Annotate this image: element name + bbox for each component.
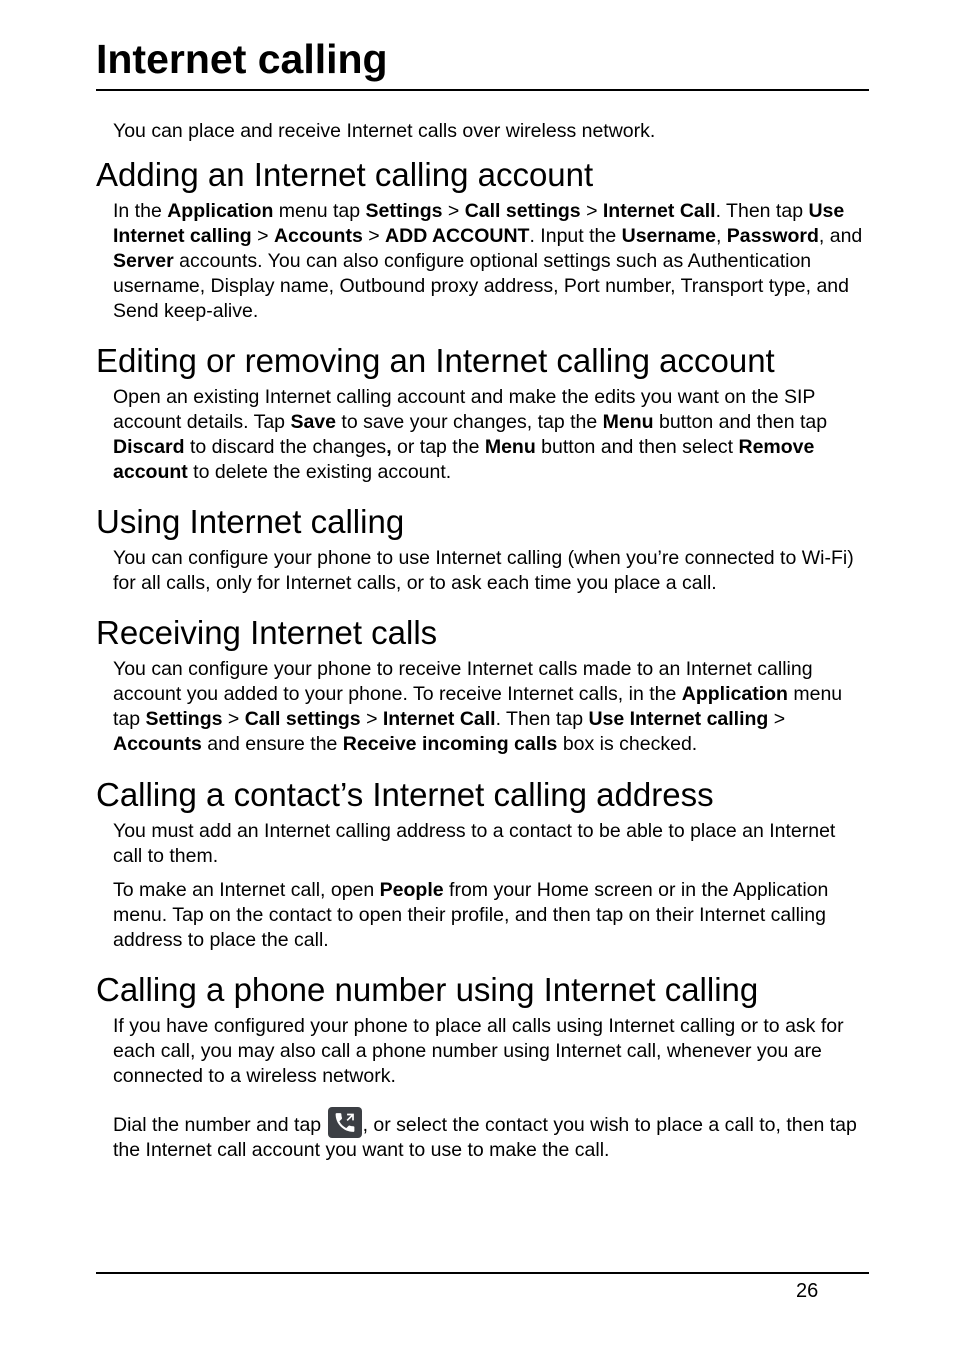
text-run: Dial the number and tap — [113, 1114, 327, 1136]
section-paragraph — [113, 385, 869, 485]
text-run: > — [251, 225, 274, 247]
text-run: > — [442, 200, 465, 222]
section-heading: Adding an Internet calling account — [96, 156, 594, 193]
bold-term: Receive incoming calls — [342, 733, 558, 755]
text-run: , — [715, 225, 727, 247]
text-run: to discard the changes — [184, 436, 387, 458]
bold-term: Use Internet calling — [113, 200, 845, 247]
page-number: 26 — [796, 1280, 819, 1302]
section-paragraph — [113, 199, 869, 324]
text-run: > — [362, 225, 386, 247]
section-paragraph — [113, 878, 869, 953]
text-run: Open an existing Internet calling account and make the edits you want on the SIP account details. Tap — [113, 386, 816, 433]
text-run: . Input the — [529, 225, 622, 247]
text-run: You can configure your phone to receive Internet calls made to an Internet calling account you added to your phone. To receive Internet calls, in the — [113, 658, 813, 705]
header-rule — [96, 89, 869, 91]
section-heading: Receiving Internet calls — [96, 614, 438, 651]
section-paragraph — [113, 546, 869, 596]
bold-term: Discard — [113, 436, 185, 458]
bold-term: Password — [726, 225, 819, 247]
text-run: to save your changes, tap the — [335, 411, 603, 433]
text-run: . Then tap — [715, 200, 809, 222]
section-phone-number — [96, 971, 869, 1163]
bold-term: Internet Call — [382, 708, 496, 730]
text-run: . Then tap — [495, 708, 589, 730]
section-contact-address — [96, 776, 869, 953]
bold-term: People — [379, 879, 444, 901]
section-editing-account — [96, 342, 869, 485]
section-paragraph — [113, 819, 869, 869]
bold-term: Application — [681, 683, 788, 705]
text-run: and ensure the — [201, 733, 343, 755]
bold-term: Settings — [365, 200, 443, 222]
text-run: > — [768, 708, 786, 730]
bold-term: Menu — [602, 411, 654, 433]
text-run: button and then select — [535, 436, 739, 458]
text-run: button and then tap — [653, 411, 828, 433]
text-run: If you have configured your phone to place all calls using Internet calling or to ask for each call, you may also call a phone number using Internet call, whenever you are connected to a wireless network. — [113, 1015, 844, 1087]
section-paragraph — [113, 1107, 869, 1163]
section-heading: Editing or removing an Internet calling account — [96, 342, 775, 379]
text-run: In the — [113, 200, 168, 222]
text-run: to delete the existing account. — [187, 461, 452, 483]
bold-term: Call settings — [464, 200, 581, 222]
text-run: menu tap — [273, 200, 366, 222]
section-receiving-calls — [96, 614, 869, 757]
bold-term: Accounts — [113, 733, 202, 755]
text-run: To make an Internet call, open — [113, 879, 380, 901]
text-run: , and — [818, 225, 863, 247]
text-run: You must add an Internet calling address to a contact to be able to place an Internet call to them. — [113, 820, 836, 867]
text-run: menu tap — [113, 683, 843, 730]
section-heading: Calling a phone number using Internet calling — [96, 971, 759, 1008]
section-using-calling — [96, 503, 869, 596]
section-paragraph — [113, 1014, 869, 1089]
bold-term: , — [386, 436, 392, 458]
bold-term: Call settings — [244, 708, 361, 730]
section-heading: Calling a contact’s Internet calling address — [96, 776, 714, 813]
text-run: , or select the contact you wish to place a call to, then tap the Internet call account you want to use to make the call. — [113, 1114, 857, 1161]
text-run: > — [222, 708, 245, 730]
phone-call-icon — [328, 1107, 362, 1138]
bold-term: Username — [621, 225, 716, 247]
footer-rule — [96, 1272, 869, 1274]
bold-term: Accounts — [273, 225, 363, 247]
bold-term: Application — [167, 200, 274, 222]
section-paragraph — [113, 657, 869, 757]
bold-term: Menu — [484, 436, 536, 458]
section-heading: Using Internet calling — [96, 503, 405, 540]
page-title: Internet calling — [96, 36, 388, 82]
section-adding-account — [96, 156, 869, 324]
text-run: > — [360, 708, 383, 730]
text-run: or tap the — [391, 436, 485, 458]
text-run: accounts. You can also configure optional settings such as Authentication username, Display name, Outbound proxy address, Port number, Transport type, and Send keep-alive. — [113, 250, 849, 322]
bold-term: Internet Call — [602, 200, 716, 222]
text-run: box is checked. — [557, 733, 698, 755]
bold-term: ADD ACCOUNT — [385, 225, 530, 247]
text-run: You can configure your phone to use Internet calling (when you’re connected to Wi-Fi) for all calls, only for Internet calls, or to ask each time you place a call. — [113, 547, 854, 594]
text-run: > — [580, 200, 603, 222]
intro-paragraph: You can place and receive Internet calls over wireless network. — [113, 120, 656, 142]
bold-term: Use Internet calling — [588, 708, 769, 730]
text-run: from your Home screen or in the Application menu. Tap on the contact to open their profile, and then tap on their Internet calling address to place the call. — [113, 879, 829, 951]
bold-term: Settings — [145, 708, 223, 730]
bold-term: Save — [290, 411, 336, 433]
bold-term: Server — [113, 250, 174, 272]
bold-term: Remove account — [113, 436, 815, 483]
